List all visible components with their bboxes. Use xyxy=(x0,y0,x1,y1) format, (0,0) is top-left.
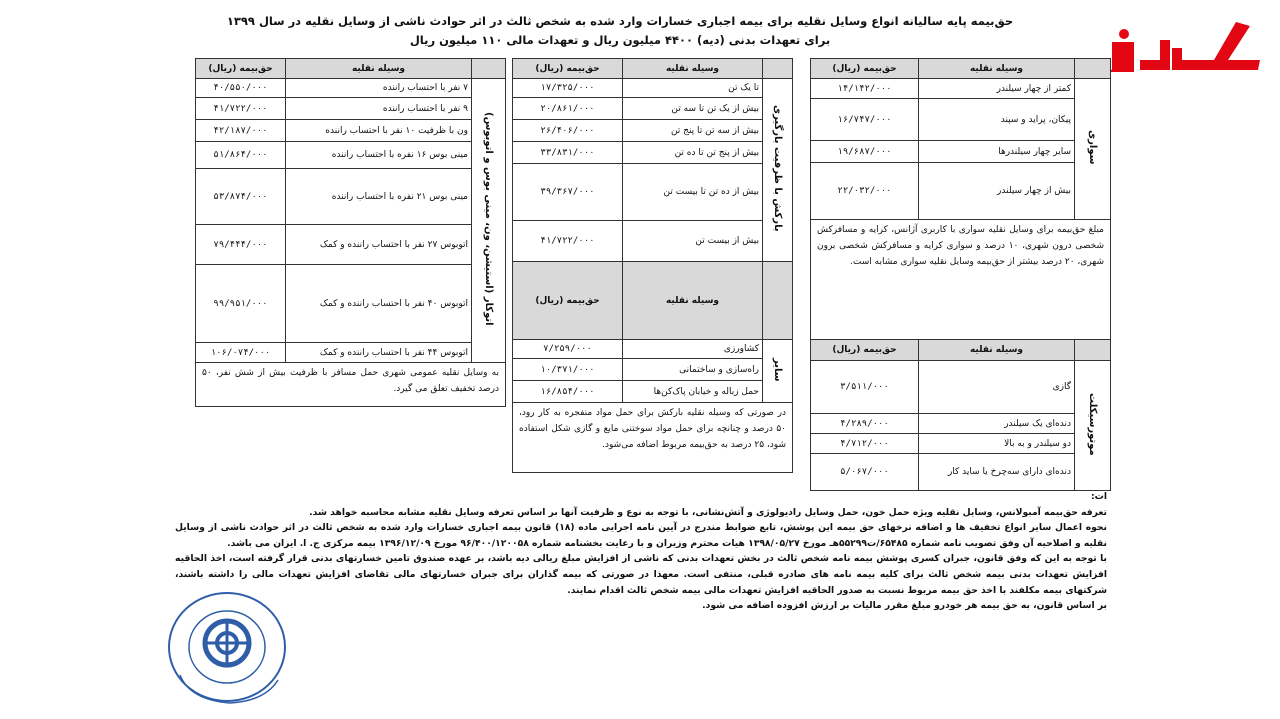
table-row-label: بیش از چهار سیلندر xyxy=(919,163,1075,220)
table-row-value: ۵۱/۸۶۴/۰۰۰ xyxy=(196,142,286,169)
page-subtitle: برای تعهدات بدنی (دیه) ۴۴۰۰ میلیون ریال و تعهدات مالی ۱۱۰ میلیون ریال xyxy=(409,33,831,47)
table-row-value: ۴۰/۵۵۰/۰۰۰ xyxy=(196,79,286,98)
col-header-premium: حق‌بیمه (ریال) xyxy=(513,59,623,79)
col-header-premium: حق‌بیمه (ریال) xyxy=(811,340,919,361)
table-row-value: ۱۹/۶۸۷/۰۰۰ xyxy=(811,141,919,163)
col-header-vehicle: وسیله نقلیه xyxy=(286,59,472,79)
table-row-label: بیش از پنج تن تا ده تن xyxy=(623,142,763,164)
table-row-value: ۴/۷۱۲/۰۰۰ xyxy=(811,434,919,454)
table-row-label: سایر چهار سیلندرها xyxy=(919,141,1075,163)
table-row-label: ۹ نفر با احتساب راننده xyxy=(286,98,472,120)
table-row-label: گازی xyxy=(919,361,1075,414)
table-row-value: ۹۹/۹۵۱/۰۰۰ xyxy=(196,265,286,343)
footnote-line: نحوه اعمال سایر انواع تخفیف ها و اضافه نرخهای حق بیمه این پوشش، تابع ضوابط مندرج در آیین نامه اجرایی ماده (۱۸) قانون بیمه اجباری خسارات وارد شده به شخص ثالث در اثر حوادث ناشی از وسایل نقلیه و اصلاحیه آن وفق تصویب نامه شماره ۶۵۴۸۵/ت۵۵۲۹۹هـ مورخ ۱۳۹۸/۰۵/۲۷ هیات محترم وزیران و با رعایت بخشنامه شماره ۹۶/۴۰۰/۱۲۰۰۵۸ مورخ ۱۳۹۶/۱۲/۰۹ بیمه مرکزی ج. ا. ایران می باشد. xyxy=(175,522,1107,549)
table-row-label: مینی بوس ۲۱ نفره با احتساب راننده xyxy=(286,169,472,225)
col-header-vehicle: وسیله نقلیه xyxy=(623,59,763,79)
gray-cell xyxy=(763,262,793,340)
table-row-value: ۱۶/۸۵۴/۰۰۰ xyxy=(513,381,623,403)
table-row-value: ۴۱/۷۲۲/۰۰۰ xyxy=(513,221,623,262)
category-bus: اتوکار (استیشن، ون، مینی بوس و اتوبوس) xyxy=(472,79,506,363)
table-row-label: بیش از سه تن تا پنج تن xyxy=(623,120,763,142)
sedan-note: مبلغ حق‌بیمه برای وسایل نقلیه سواری با کاربری آژانس، کرایه و مسافرکش شخصی درون شهری، ۱۰ درصد و سواری کرایه و مسافرکش شخصی برون شهری، ۲۰ درصد بیشتر از حق‌بیمه وسایل نقلیه سواری مشابه است. xyxy=(811,220,1111,340)
col-header-premium: حق‌بیمه (ریال) xyxy=(196,59,286,79)
sedan-motorcycle-table xyxy=(810,58,1111,491)
category-other: سایر xyxy=(763,340,793,403)
table-row-value: ۴۱/۷۲۲/۰۰۰ xyxy=(196,98,286,120)
table-row-value: ۲۰/۸۶۱/۰۰۰ xyxy=(513,98,623,120)
table-row-value: ۳/۵۱۱/۰۰۰ xyxy=(811,361,919,414)
col-header-premium: حق‌بیمه (ریال) xyxy=(513,262,623,340)
central-insurance-seal-icon xyxy=(160,585,295,710)
table-row-label: کمتر از چهار سیلندر xyxy=(919,79,1075,99)
table-row-label: بیش از ده تن تا بیست تن xyxy=(623,164,763,221)
rokna-logo-icon xyxy=(1110,12,1270,102)
table-row-value: ۷/۲۵۹/۰۰۰ xyxy=(513,340,623,359)
table-row-label: راه‌سازی و ساختمانی xyxy=(623,359,763,381)
table-row-value: ۱۰/۳۷۱/۰۰۰ xyxy=(513,359,623,381)
table-row-label: اتوبوس ۴۴ نفر با احتساب راننده و کمک xyxy=(286,343,472,363)
table-row-label: بیش از بیست تن xyxy=(623,221,763,262)
table-row-value: ۷۹/۴۴۴/۰۰۰ xyxy=(196,225,286,265)
cargo-other-table xyxy=(512,58,793,473)
table-row-label: ون با ظرفیت ۱۰ نفر با احتساب راننده xyxy=(286,120,472,142)
table-row-label: دو سیلندر و به بالا xyxy=(919,434,1075,454)
table-row-value: ۱۴/۱۴۲/۰۰۰ xyxy=(811,79,919,99)
table-row-value: ۱۰۶/۰۷۴/۰۰۰ xyxy=(196,343,286,363)
table-row-value: ۳۳/۸۳۱/۰۰۰ xyxy=(513,142,623,164)
table-row-label: تا یک تن xyxy=(623,79,763,98)
footnotes xyxy=(175,489,1107,614)
footnote-line: تعرفه حق‌بیمه آمبولانس، وسایل نقلیه ویژه حمل خون، حمل وسایل رادیولوژی و آتش‌نشانی، با توجه به نوع و ظرفیت آنها بر اساس تعرفه وسایل نقلیه مشابه محاسبه خواهد شد. xyxy=(309,506,1107,518)
table-row-label: بیش از یک تن تا سه تن xyxy=(623,98,763,120)
corner-cell xyxy=(763,59,793,79)
table-row-label: مینی بوس ۱۶ نفره با احتساب راننده xyxy=(286,142,472,169)
col-header-premium: حق‌بیمه (ریال) xyxy=(811,59,919,79)
table-row-value: ۴۲/۱۸۷/۰۰۰ xyxy=(196,120,286,142)
col-header-vehicle: وسیله نقلیه xyxy=(623,262,763,340)
table-row-label: دنده‌ای یک سیلندر xyxy=(919,414,1075,434)
table-row-value: ۵۳/۸۷۴/۰۰۰ xyxy=(196,169,286,225)
table-row-value: ۵/۰۶۷/۰۰۰ xyxy=(811,454,919,491)
cargo-note: در صورتی که وسیله نقلیه بارکش برای حمل مواد منفجره به کار رود، ۵۰ درصد و چنانچه برای حمل مواد سوختنی مایع و گازی شکل استفاده شود، ۲۵ درصد به حق‌بیمه مربوط اضافه می‌شود. xyxy=(513,403,793,473)
table-row-label: کشاورزی xyxy=(623,340,763,359)
table-row-value: ۴/۲۸۹/۰۰۰ xyxy=(811,414,919,434)
table-row-label: ۷ نفر با احتساب راننده xyxy=(286,79,472,98)
table-row-value: ۲۶/۴۰۶/۰۰۰ xyxy=(513,120,623,142)
category-sedan: سواری xyxy=(1075,79,1111,220)
footnote-heading: ات: xyxy=(1090,491,1107,502)
table-row-label: حمل زباله و خیابان پاک‌کن‌ها xyxy=(623,381,763,403)
category-motorcycle: موتورسیکلت xyxy=(1075,361,1111,491)
col-header-vehicle: وسیله نقلیه xyxy=(919,340,1075,361)
table-row-value: ۳۹/۳۶۷/۰۰۰ xyxy=(513,164,623,221)
corner-cell xyxy=(1075,340,1111,361)
col-header-vehicle: وسیله نقلیه xyxy=(919,59,1075,79)
table-row-value: ۲۲/۰۳۲/۰۰۰ xyxy=(811,163,919,220)
table-row-value: ۱۷/۳۲۵/۰۰۰ xyxy=(513,79,623,98)
corner-cell xyxy=(1075,59,1111,79)
footnote-line: بر اساس قانون، به حق بیمه هر خودرو مبلغ مقرر مالیات بر ارزش افزوده اضافه می شود. xyxy=(702,600,1107,612)
page-title: حق‌بیمه پایه سالیانه انواع وسایل نقلیه برای بیمه اجباری خسارات وارد شده به شخص ثالث در اثر حوادث ناشی از وسایل نقلیه در سال ۱۳۹۹ xyxy=(226,14,1014,28)
footnote-line: با توجه به این که وفق قانون، جبران کسری پوشش بیمه نامه شخص ثالث در بخش تعهدات بدنی که ناشی از افزایش مبلغ ریالی دیه باشد، بر عهده صندوق تامین خسارتهای بدنی قرار گرفته است، اخذ الحاقیه افزایش تعهدات بدنی بیمه شخص ثالث برای کلیه بیمه نامه های صادره قبلی، منتفی است. معهذا در صورتی که بیمه گذاران برای جبران خسارتهای مالی تقاضای افزایش تعهدات مالی را داشته باشند، شرکتهای بیمه مکلفند با اخذ حق بیمه مربوط نسبت به صدور الحاقیه افزایش تعهدات مالی بیمه شخص ثالث اقدام نمایند. xyxy=(175,553,1107,596)
table-row-label: اتوبوس ۴۰ نفر با احتساب راننده و کمک xyxy=(286,265,472,343)
table-row-value: ۱۶/۷۴۷/۰۰۰ xyxy=(811,99,919,141)
category-cargo: بارکش با ظرفیت بارگیری xyxy=(763,79,793,262)
table-row-label: اتوبوس ۲۷ نفر با احتساب راننده و کمک xyxy=(286,225,472,265)
corner-cell xyxy=(472,59,506,79)
bus-note: به وسایل نقلیه عمومی شهری حمل مسافر با ظرفیت بیش از شش نفر، ۵۰ درصد تخفیف تعلق می گیرد. xyxy=(196,363,506,407)
table-row-label: دنده‌ای دارای سه‌چرخ یا ساید کار xyxy=(919,454,1075,491)
table-row-label: پیکان، پراید و سپند xyxy=(919,99,1075,141)
bus-table xyxy=(195,58,506,407)
